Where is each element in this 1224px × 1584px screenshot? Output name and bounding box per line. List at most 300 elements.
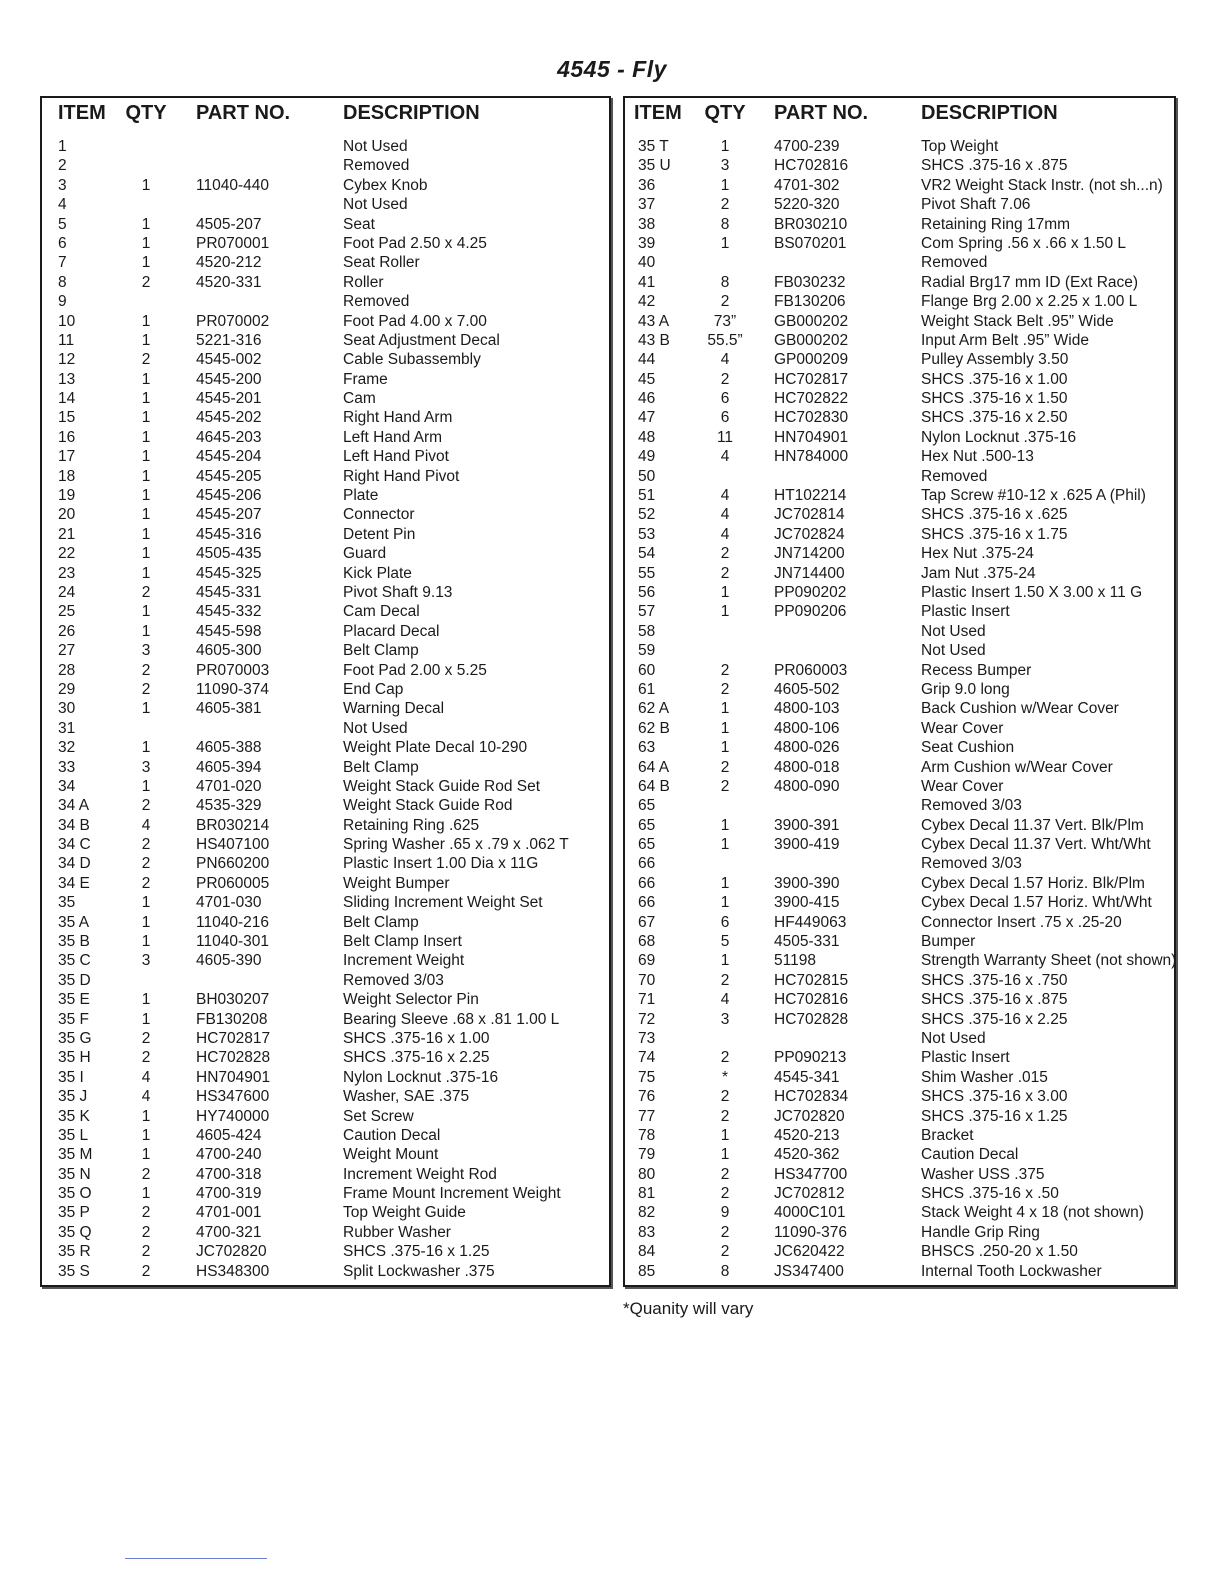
table-row <box>625 1203 1174 1222</box>
part-no-cell: 4545-205 <box>196 467 262 485</box>
part-no-cell: FB030232 <box>774 273 846 291</box>
item-cell: 39 <box>638 234 656 252</box>
description-cell: SHCS .375-16 x 1.00 <box>343 1029 490 1047</box>
part-no-cell: 4700-239 <box>774 138 840 155</box>
qty-cell: 8 <box>720 1262 730 1280</box>
description-cell: Plastic Insert <box>921 603 1010 621</box>
description-cell: Weight Selector Pin <box>343 991 479 1009</box>
table-row <box>625 525 1174 544</box>
description-cell: SHCS .375-16 x 2.50 <box>921 409 1068 427</box>
table-row <box>625 777 1174 796</box>
item-cell: 56 <box>638 583 656 601</box>
qty-cell: 1 <box>141 913 151 931</box>
part-no-cell: 4701-020 <box>196 777 262 795</box>
part-no-cell: JC702812 <box>774 1185 845 1203</box>
qty-cell: 1 <box>141 506 151 524</box>
description-cell: Frame Mount Increment Weight <box>343 1185 561 1203</box>
qty-cell: 1 <box>141 467 151 485</box>
qty-cell: 1 <box>141 176 151 194</box>
qty-cell: 2 <box>720 1243 730 1261</box>
item-cell: 84 <box>638 1243 656 1261</box>
description-cell: SHCS .375-16 x 1.75 <box>921 525 1068 543</box>
description-cell: Foot Pad 4.00 x 7.00 <box>343 312 487 330</box>
table-row <box>42 622 609 641</box>
part-no-cell: 4800-018 <box>774 758 840 776</box>
qty-cell: 1 <box>141 448 151 466</box>
qty-cell: 2 <box>141 836 151 854</box>
table-row <box>625 331 1174 350</box>
table-row <box>625 1048 1174 1067</box>
description-cell: Caution Decal <box>343 1126 441 1144</box>
table-row <box>625 370 1174 389</box>
table-row <box>42 758 609 777</box>
part-no-cell: 11040-301 <box>196 933 269 951</box>
qty-cell: 1 <box>720 700 730 718</box>
table-row <box>42 1010 609 1029</box>
part-no-cell: 4505-207 <box>196 215 262 233</box>
description-cell: Washer USS .375 <box>921 1165 1045 1183</box>
description-cell: Belt Clamp Insert <box>343 933 462 951</box>
part-no-cell: HC702834 <box>774 1088 849 1106</box>
description-cell: Hex Nut .375-24 <box>921 545 1034 563</box>
item-cell: 4 <box>58 196 67 214</box>
table-row <box>625 273 1174 292</box>
part-no-cell: JC702814 <box>774 506 845 524</box>
table-row <box>625 661 1174 680</box>
qty-cell: 4 <box>720 991 730 1009</box>
item-cell: 35 O <box>58 1185 92 1203</box>
item-cell: 33 <box>58 758 76 776</box>
table-row <box>625 156 1174 175</box>
table-row <box>625 292 1174 311</box>
description-cell: Cable Subassembly <box>343 351 481 369</box>
qty-cell: 1 <box>141 1107 151 1125</box>
item-cell: 35 A <box>58 913 90 931</box>
qty-cell: 1 <box>720 1146 730 1164</box>
qty-cell: 2 <box>720 545 730 563</box>
description-cell: Frame <box>343 370 388 388</box>
description-cell: Kick Plate <box>343 564 412 582</box>
description-cell: Top Weight Guide <box>343 1204 466 1222</box>
part-no-cell: 11040-216 <box>196 913 269 931</box>
description-cell: Weight Bumper <box>343 874 450 892</box>
table-row <box>625 738 1174 757</box>
qty-cell: 2 <box>720 1165 730 1183</box>
item-cell: 61 <box>638 680 656 698</box>
item-cell: 28 <box>58 661 76 679</box>
description-cell: Not Used <box>343 196 408 214</box>
description-cell: Seat Cushion <box>921 739 1015 757</box>
qty-cell: 2 <box>141 855 151 873</box>
qty-cell: 1 <box>141 564 151 582</box>
item-cell: 62 A <box>638 700 670 718</box>
part-no-cell: PR060003 <box>774 661 848 679</box>
description-cell: Roller <box>343 273 384 291</box>
item-cell: 51 <box>638 487 656 505</box>
table-row <box>625 641 1174 660</box>
part-no-cell: 4000C101 <box>774 1204 846 1222</box>
item-cell: 11 <box>58 331 75 349</box>
item-cell: 16 <box>58 428 76 446</box>
item-cell: 60 <box>638 661 656 679</box>
qty-cell: 1 <box>141 622 151 640</box>
qty-cell: 3 <box>141 952 151 970</box>
table-row <box>625 447 1174 466</box>
description-cell: SHCS .375-16 x .875 <box>921 157 1068 175</box>
table-row <box>42 564 609 583</box>
table-row <box>625 312 1174 331</box>
description-cell: Pivot Shaft 9.13 <box>343 583 453 601</box>
description-cell: Right Hand Pivot <box>343 467 460 485</box>
part-no-cell: 4545-598 <box>196 622 262 640</box>
table-row <box>42 893 609 912</box>
table-row <box>625 350 1174 369</box>
table-row <box>42 816 609 835</box>
item-cell: 10 <box>58 312 76 330</box>
item-cell: 79 <box>638 1146 656 1164</box>
table-row <box>625 893 1174 912</box>
part-no-cell: HC702816 <box>774 157 849 175</box>
qty-cell: 2 <box>141 1262 151 1280</box>
item-cell: 48 <box>638 428 656 446</box>
description-cell: Spring Washer .65 x .79 x .062 T <box>343 836 569 854</box>
table-row <box>42 1242 609 1261</box>
qty-cell: 1 <box>720 952 730 970</box>
description-cell: Seat <box>343 215 375 233</box>
table-row <box>42 156 609 175</box>
description-cell: Placard Decal <box>343 622 440 640</box>
table-row <box>42 932 609 951</box>
description-cell: Cam <box>343 390 376 408</box>
description-cell: Connector Insert .75 x .25-20 <box>921 913 1122 931</box>
table-row <box>42 990 609 1009</box>
qty-cell: 2 <box>141 351 151 369</box>
item-cell: 85 <box>638 1262 656 1280</box>
description-cell: Wear Cover <box>921 777 1004 795</box>
table-row <box>42 1262 609 1281</box>
description-cell: Set Screw <box>343 1107 414 1125</box>
part-no-cell: HC702822 <box>774 390 849 408</box>
table-row <box>42 505 609 524</box>
description-cell: Increment Weight Rod <box>343 1165 497 1183</box>
qty-cell: 1 <box>720 138 730 155</box>
description-cell: SHCS .375-16 x 1.00 <box>921 370 1068 388</box>
table-row <box>42 913 609 932</box>
qty-cell: 2 <box>720 1049 730 1067</box>
table-row <box>42 1203 609 1222</box>
qty-cell: 1 <box>141 739 151 757</box>
description-cell: Removed <box>343 157 410 175</box>
qty-cell: 4 <box>720 506 730 524</box>
qty-cell: 5 <box>720 933 730 951</box>
description-cell: SHCS .375-16 x 1.50 <box>921 390 1068 408</box>
qty-cell: 2 <box>720 1185 730 1203</box>
item-cell: 63 <box>638 739 656 757</box>
table-row <box>625 408 1174 427</box>
item-cell: 17 <box>58 448 76 466</box>
description-cell: Pulley Assembly 3.50 <box>921 351 1069 369</box>
header-item: ITEM <box>58 102 106 124</box>
qty-cell: 4 <box>141 816 151 834</box>
table-row <box>625 1029 1174 1048</box>
part-no-cell: BR030210 <box>774 215 848 233</box>
part-no-cell: 3900-415 <box>774 894 840 912</box>
part-no-cell: HF449063 <box>774 913 847 931</box>
description-cell: Plate <box>343 487 379 505</box>
description-cell: Belt Clamp <box>343 642 419 660</box>
part-no-cell: 51198 <box>774 952 816 970</box>
description-cell: Retaining Ring 17mm <box>921 215 1071 233</box>
item-cell: 50 <box>638 467 656 485</box>
description-cell: Not Used <box>921 622 986 640</box>
qty-cell: 1 <box>141 933 151 951</box>
item-cell: 6 <box>58 234 67 252</box>
qty-cell: 1 <box>720 583 730 601</box>
item-cell: 21 <box>58 525 76 543</box>
part-no-cell: 4545-201 <box>196 390 262 408</box>
table-row <box>625 253 1174 272</box>
description-cell: Back Cushion w/Wear Cover <box>921 700 1119 718</box>
qty-cell: 1 <box>141 409 151 427</box>
part-no-cell: HY740000 <box>196 1107 270 1125</box>
part-no-cell: GB000202 <box>774 331 849 349</box>
part-no-cell: 4701-302 <box>774 176 840 194</box>
part-no-cell: 4545-325 <box>196 564 262 582</box>
table-row <box>625 758 1174 777</box>
qty-cell: 1 <box>141 1185 151 1203</box>
table-row <box>42 486 609 505</box>
qty-cell: 4 <box>720 448 730 466</box>
table-row <box>625 719 1174 738</box>
table-row <box>42 137 609 156</box>
table-row <box>42 176 609 195</box>
part-no-cell: HC702817 <box>774 370 849 388</box>
qty-cell: 2 <box>720 680 730 698</box>
qty-cell: 4 <box>720 487 730 505</box>
qty-cell: 1 <box>141 1146 151 1164</box>
item-cell: 32 <box>58 739 76 757</box>
part-no-cell: PN660200 <box>196 855 270 873</box>
qty-cell: 1 <box>141 312 151 330</box>
part-no-cell: 3900-390 <box>774 874 840 892</box>
item-cell: 65 <box>638 797 656 815</box>
header-qty: QTY <box>704 102 746 124</box>
qty-cell: 2 <box>720 370 730 388</box>
item-cell: 35 D <box>58 971 91 989</box>
qty-cell: 1 <box>141 525 151 543</box>
qty-cell: 2 <box>720 661 730 679</box>
description-cell: SHCS .375-16 x .750 <box>921 971 1068 989</box>
table-row <box>625 1126 1174 1145</box>
qty-cell: 11 <box>716 428 734 446</box>
item-cell: 35 M <box>58 1146 93 1164</box>
parts-table-right <box>623 96 1176 1287</box>
page-title: 4545 - Fly <box>557 56 667 82</box>
qty-cell: 1 <box>141 370 151 388</box>
qty-cell: 2 <box>141 273 151 291</box>
description-cell: Plastic Insert <box>921 1049 1010 1067</box>
qty-cell: 8 <box>720 215 730 233</box>
description-cell: Input Arm Belt .95” Wide <box>921 331 1089 349</box>
item-cell: 70 <box>638 971 656 989</box>
qty-cell: 1 <box>720 816 730 834</box>
item-cell: 66 <box>638 874 656 892</box>
table-row <box>625 796 1174 815</box>
item-cell: 76 <box>638 1088 656 1106</box>
description-cell: Cybex Knob <box>343 176 428 194</box>
item-cell: 44 <box>638 351 656 369</box>
qty-cell: 1 <box>141 991 151 1009</box>
item-cell: 64 B <box>638 777 670 795</box>
description-cell: Detent Pin <box>343 525 416 543</box>
item-cell: 68 <box>638 933 656 951</box>
table-row <box>42 544 609 563</box>
item-cell: 8 <box>58 273 67 291</box>
description-cell: Foot Pad 2.50 x 4.25 <box>343 234 487 252</box>
part-no-cell: 4605-394 <box>196 758 262 776</box>
table-row <box>625 1242 1174 1261</box>
item-cell: 65 <box>638 836 656 854</box>
item-cell: 35 L <box>58 1126 89 1144</box>
qty-cell: 1 <box>720 836 730 854</box>
description-cell: Weight Stack Guide Rod <box>343 797 513 815</box>
item-cell: 15 <box>58 409 76 427</box>
qty-cell: 1 <box>141 603 151 621</box>
description-cell: Bumper <box>921 933 976 951</box>
item-cell: 35 H <box>58 1049 91 1067</box>
item-cell: 2 <box>58 157 67 175</box>
part-no-cell: 4701-030 <box>196 894 262 912</box>
table-row <box>625 874 1174 893</box>
qty-cell: 6 <box>720 913 730 931</box>
item-cell: 26 <box>58 622 76 640</box>
part-no-cell: 3900-391 <box>774 816 840 834</box>
description-cell: Cybex Decal 11.37 Vert. Wht/Wht <box>921 836 1151 854</box>
part-no-cell: HS347700 <box>774 1165 848 1183</box>
header-part-no: PART NO. <box>196 102 291 124</box>
table-header <box>625 102 1174 128</box>
item-cell: 62 B <box>638 719 670 737</box>
description-cell: Jam Nut .375-24 <box>921 564 1036 582</box>
qty-cell: 3 <box>720 1010 730 1028</box>
table-header <box>42 102 609 128</box>
item-cell: 74 <box>638 1049 656 1067</box>
part-no-cell: FB130206 <box>774 293 846 311</box>
qty-cell: 1 <box>141 487 151 505</box>
description-cell: Not Used <box>343 719 408 737</box>
part-no-cell: HC702828 <box>774 1010 849 1028</box>
part-no-cell: JC702824 <box>774 525 845 543</box>
description-cell: Bearing Sleeve .68 x .81 1.00 L <box>343 1010 560 1028</box>
part-no-cell: PR070002 <box>196 312 270 330</box>
description-cell: Weight Stack Belt .95” Wide <box>921 312 1114 330</box>
item-cell: 42 <box>638 293 656 311</box>
description-cell: Increment Weight <box>343 952 465 970</box>
qty-cell: 1 <box>720 739 730 757</box>
table-row <box>625 1107 1174 1126</box>
table-row <box>42 971 609 990</box>
table-row <box>625 1087 1174 1106</box>
qty-cell: 2 <box>141 661 151 679</box>
table-row <box>42 350 609 369</box>
part-no-cell: 4605-388 <box>196 739 262 757</box>
description-cell: Left Hand Pivot <box>343 448 449 466</box>
table-row <box>42 602 609 621</box>
part-no-cell: 4545-002 <box>196 351 262 369</box>
table-row <box>42 428 609 447</box>
qty-cell: 1 <box>141 390 151 408</box>
part-no-cell: 4605-381 <box>196 700 262 718</box>
description-cell: Shim Washer .015 <box>921 1068 1048 1086</box>
qty-cell: 8 <box>720 273 730 291</box>
item-cell: 29 <box>58 680 76 698</box>
item-cell: 46 <box>638 390 656 408</box>
table-row <box>625 680 1174 699</box>
item-cell: 35 F <box>58 1010 90 1028</box>
item-cell: 36 <box>638 176 656 194</box>
qty-cell: 2 <box>141 1029 151 1047</box>
qty-cell: 2 <box>720 1088 730 1106</box>
qty-cell: 1 <box>141 331 151 349</box>
item-cell: 65 <box>638 816 656 834</box>
table-row <box>42 467 609 486</box>
part-no-cell: HC702817 <box>196 1029 271 1047</box>
item-cell: 37 <box>638 196 656 214</box>
description-cell: Bracket <box>921 1126 974 1144</box>
description-cell: SHCS .375-16 x 3.00 <box>921 1088 1068 1106</box>
part-no-cell: 4605-390 <box>196 952 262 970</box>
description-cell: Arm Cushion w/Wear Cover <box>921 758 1113 776</box>
part-no-cell: 4545-204 <box>196 448 262 466</box>
table-row <box>625 1068 1174 1087</box>
table-row <box>42 1068 609 1087</box>
table-row <box>42 215 609 234</box>
qty-cell: 2 <box>141 1243 151 1261</box>
item-cell: 24 <box>58 583 76 601</box>
item-cell: 1 <box>58 138 67 155</box>
table-row <box>42 1165 609 1184</box>
footnote: *Quanity will vary <box>623 1299 754 1318</box>
item-cell: 82 <box>638 1204 656 1222</box>
description-cell: Strength Warranty Sheet (not shown) <box>921 952 1177 970</box>
item-cell: 35 <box>58 894 76 912</box>
description-cell: Seat Roller <box>343 254 420 272</box>
table-row <box>42 1048 609 1067</box>
description-cell: Removed <box>343 293 410 311</box>
part-no-cell: PP090206 <box>774 603 847 621</box>
part-no-cell: 4605-300 <box>196 642 262 660</box>
description-cell: Belt Clamp <box>343 913 419 931</box>
part-no-cell: 4700-319 <box>196 1185 262 1203</box>
description-cell: Sliding Increment Weight Set <box>343 894 543 912</box>
part-no-cell: BH030207 <box>196 991 270 1009</box>
item-cell: 34 A <box>58 797 90 815</box>
item-cell: 34 <box>58 777 76 795</box>
table-row <box>625 816 1174 835</box>
description-cell: Retaining Ring .625 <box>343 816 480 834</box>
part-no-cell: 4800-090 <box>774 777 840 795</box>
part-no-cell: JS347400 <box>774 1262 844 1280</box>
table-row <box>42 1184 609 1203</box>
part-no-cell: 5220-320 <box>774 196 840 214</box>
description-cell: SHCS .375-16 x .875 <box>921 991 1068 1009</box>
table-row <box>42 796 609 815</box>
qty-cell: 9 <box>720 1204 730 1222</box>
item-cell: 47 <box>638 409 656 427</box>
table-row <box>42 1126 609 1145</box>
qty-cell: 2 <box>720 196 730 214</box>
table-row <box>625 1184 1174 1203</box>
